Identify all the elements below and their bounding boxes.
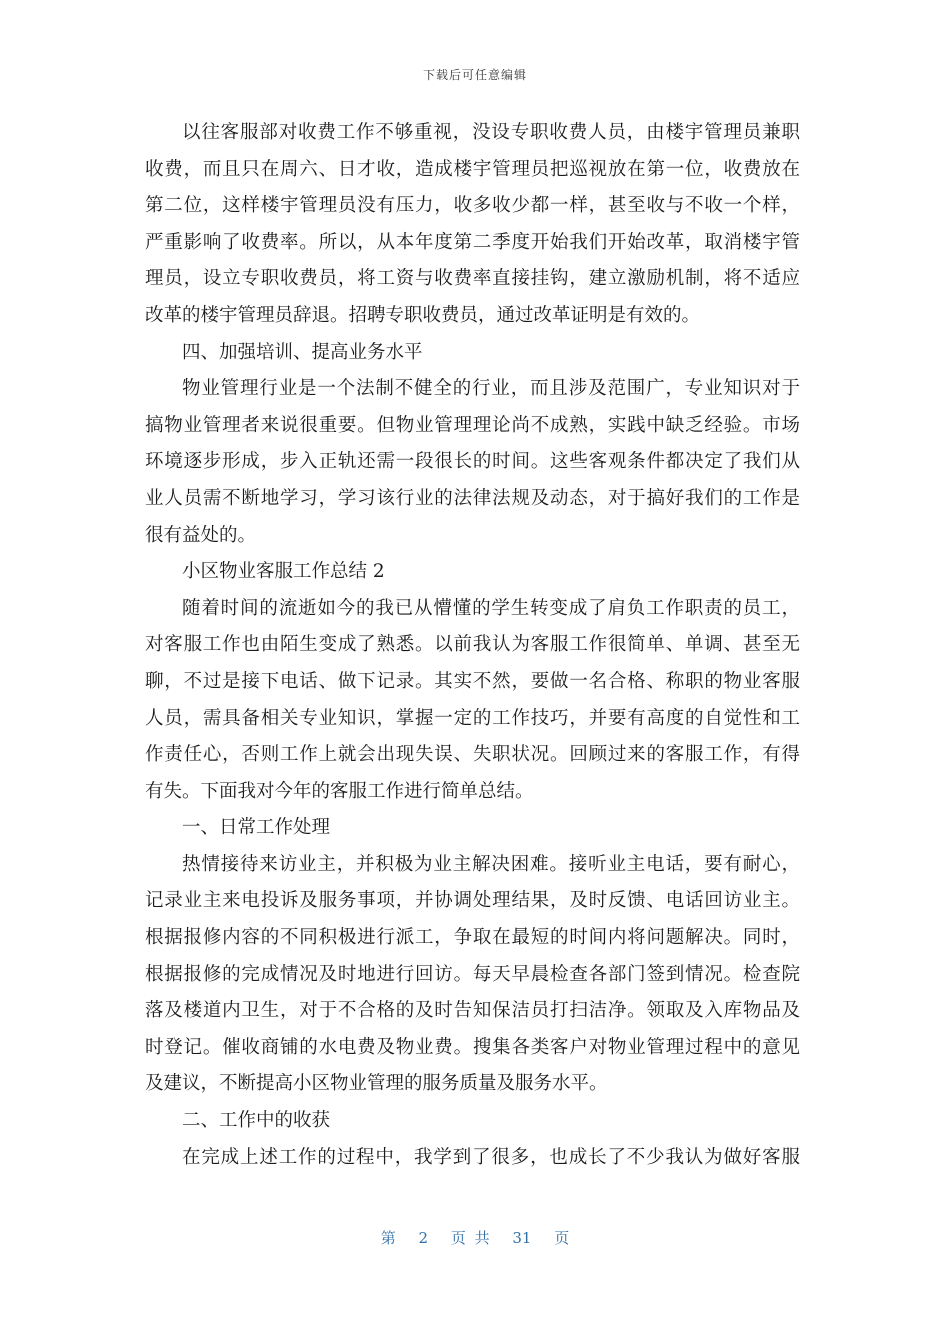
- text-line: 随着时间的流逝如今的我已从懵懂的学生转变成了肩负工作职责的员工，: [182, 597, 800, 619]
- footer-suffix: 页: [554, 1229, 570, 1247]
- text-line: 在完成上述工作的过程中，我学到了很多，也成长了不少我认为做好客服: [182, 1146, 800, 1168]
- text-line: 改革的楼宇管理员辞退。招聘专职收费员，通过改革证明是有效的。: [145, 304, 701, 326]
- footer-total-pages: 31: [512, 1229, 532, 1247]
- text-line: 聊，不过是接下电话、做下记录。其实不然，要做一名合格、称职的物业客服: [145, 670, 800, 692]
- document-body: [145, 115, 800, 1176]
- page-header: 下载后可任意编辑: [422, 68, 527, 82]
- text-line: 四、加强培训、提高业务水平: [182, 341, 423, 363]
- text-line: 一、日常工作处理: [182, 817, 331, 839]
- text-line: 理员，设立专职收费员，将工资与收费率直接挂钩，建立激励机制，将不适应: [145, 268, 800, 290]
- text-line: 落及楼道内卫生，对于不合格的及时告知保洁员打扫洁净。领取及入库物品及: [145, 1000, 800, 1022]
- footer-page-number: 2: [418, 1229, 429, 1247]
- text-line: 业人员需不断地学习，学习该行业的法律法规及动态，对于搞好我们的工作是: [145, 487, 800, 509]
- text-line: 很有益处的。: [145, 524, 257, 546]
- text-line: 人员，需具备相关专业知识，掌握一定的工作技巧，并要有高度的自觉性和工: [145, 707, 800, 729]
- text-line: 物业管理行业是一个法制不健全的行业，而且涉及范围广，专业知识对于: [182, 378, 800, 400]
- text-line: 第二位，这样楼宇管理员没有压力，收多收少都一样，甚至收与不收一个样，: [145, 195, 800, 217]
- text-line: 环境逐步形成，步入正轨还需一段很长的时间。这些客观条件都决定了我们从: [145, 451, 800, 473]
- text-line: 热情接待来访业主，并积极为业主解决困难。接听业主电话，要有耐心，: [182, 853, 800, 875]
- text-line: 作责任心，否则工作上就会出现失误、失职状况。回顾过来的客服工作，有得: [145, 744, 800, 766]
- text-line: 收费，而且只在周六、日才收，造成楼宇管理员把巡视放在第一位，收费放在: [145, 158, 800, 180]
- text-line: 及建议，不断提高小区物业管理的服务质量及服务水平。: [145, 1073, 608, 1095]
- text-line: 严重影响了收费率。所以，从本年度第二季度开始我们开始改革，取消楼宇管: [145, 231, 800, 253]
- text-line: 时登记。催收商铺的水电费及物业费。搜集各类客户对物业管理过程中的意见: [145, 1036, 800, 1058]
- text-line: 以往客服部对收费工作不够重视，没设专职收费人员，由楼宇管理员兼职: [182, 122, 800, 143]
- text-line: 对客服工作也由陌生变成了熟悉。以前我认为客服工作很简单、单调、甚至无: [145, 634, 800, 656]
- text-line: 根据报修的完成情况及时地进行回访。每天早晨检查各部门签到情况。检查院: [145, 963, 800, 985]
- text-line: 搞物业管理者来说很重要。但物业管理理论尚不成熟，实践中缺乏经验。市场: [145, 414, 800, 436]
- page-footer: [0, 1227, 950, 1248]
- footer-prefix: 第: [380, 1229, 396, 1247]
- text-line: 二、工作中的收获: [182, 1110, 331, 1132]
- footer-middle: 页 共: [450, 1229, 490, 1247]
- text-line: 记录业主来电投诉及服务事项，并协调处理结果，及时反馈、电话回访业主。: [145, 890, 800, 912]
- text-line: 有失。下面我对今年的客服工作进行简单总结。: [145, 780, 534, 802]
- text-line: 根据报修内容的不同积极进行派工，争取在最短的时间内将问题解决。同时，: [145, 927, 800, 949]
- text-line: 小区物业客服工作总结 2: [182, 561, 385, 583]
